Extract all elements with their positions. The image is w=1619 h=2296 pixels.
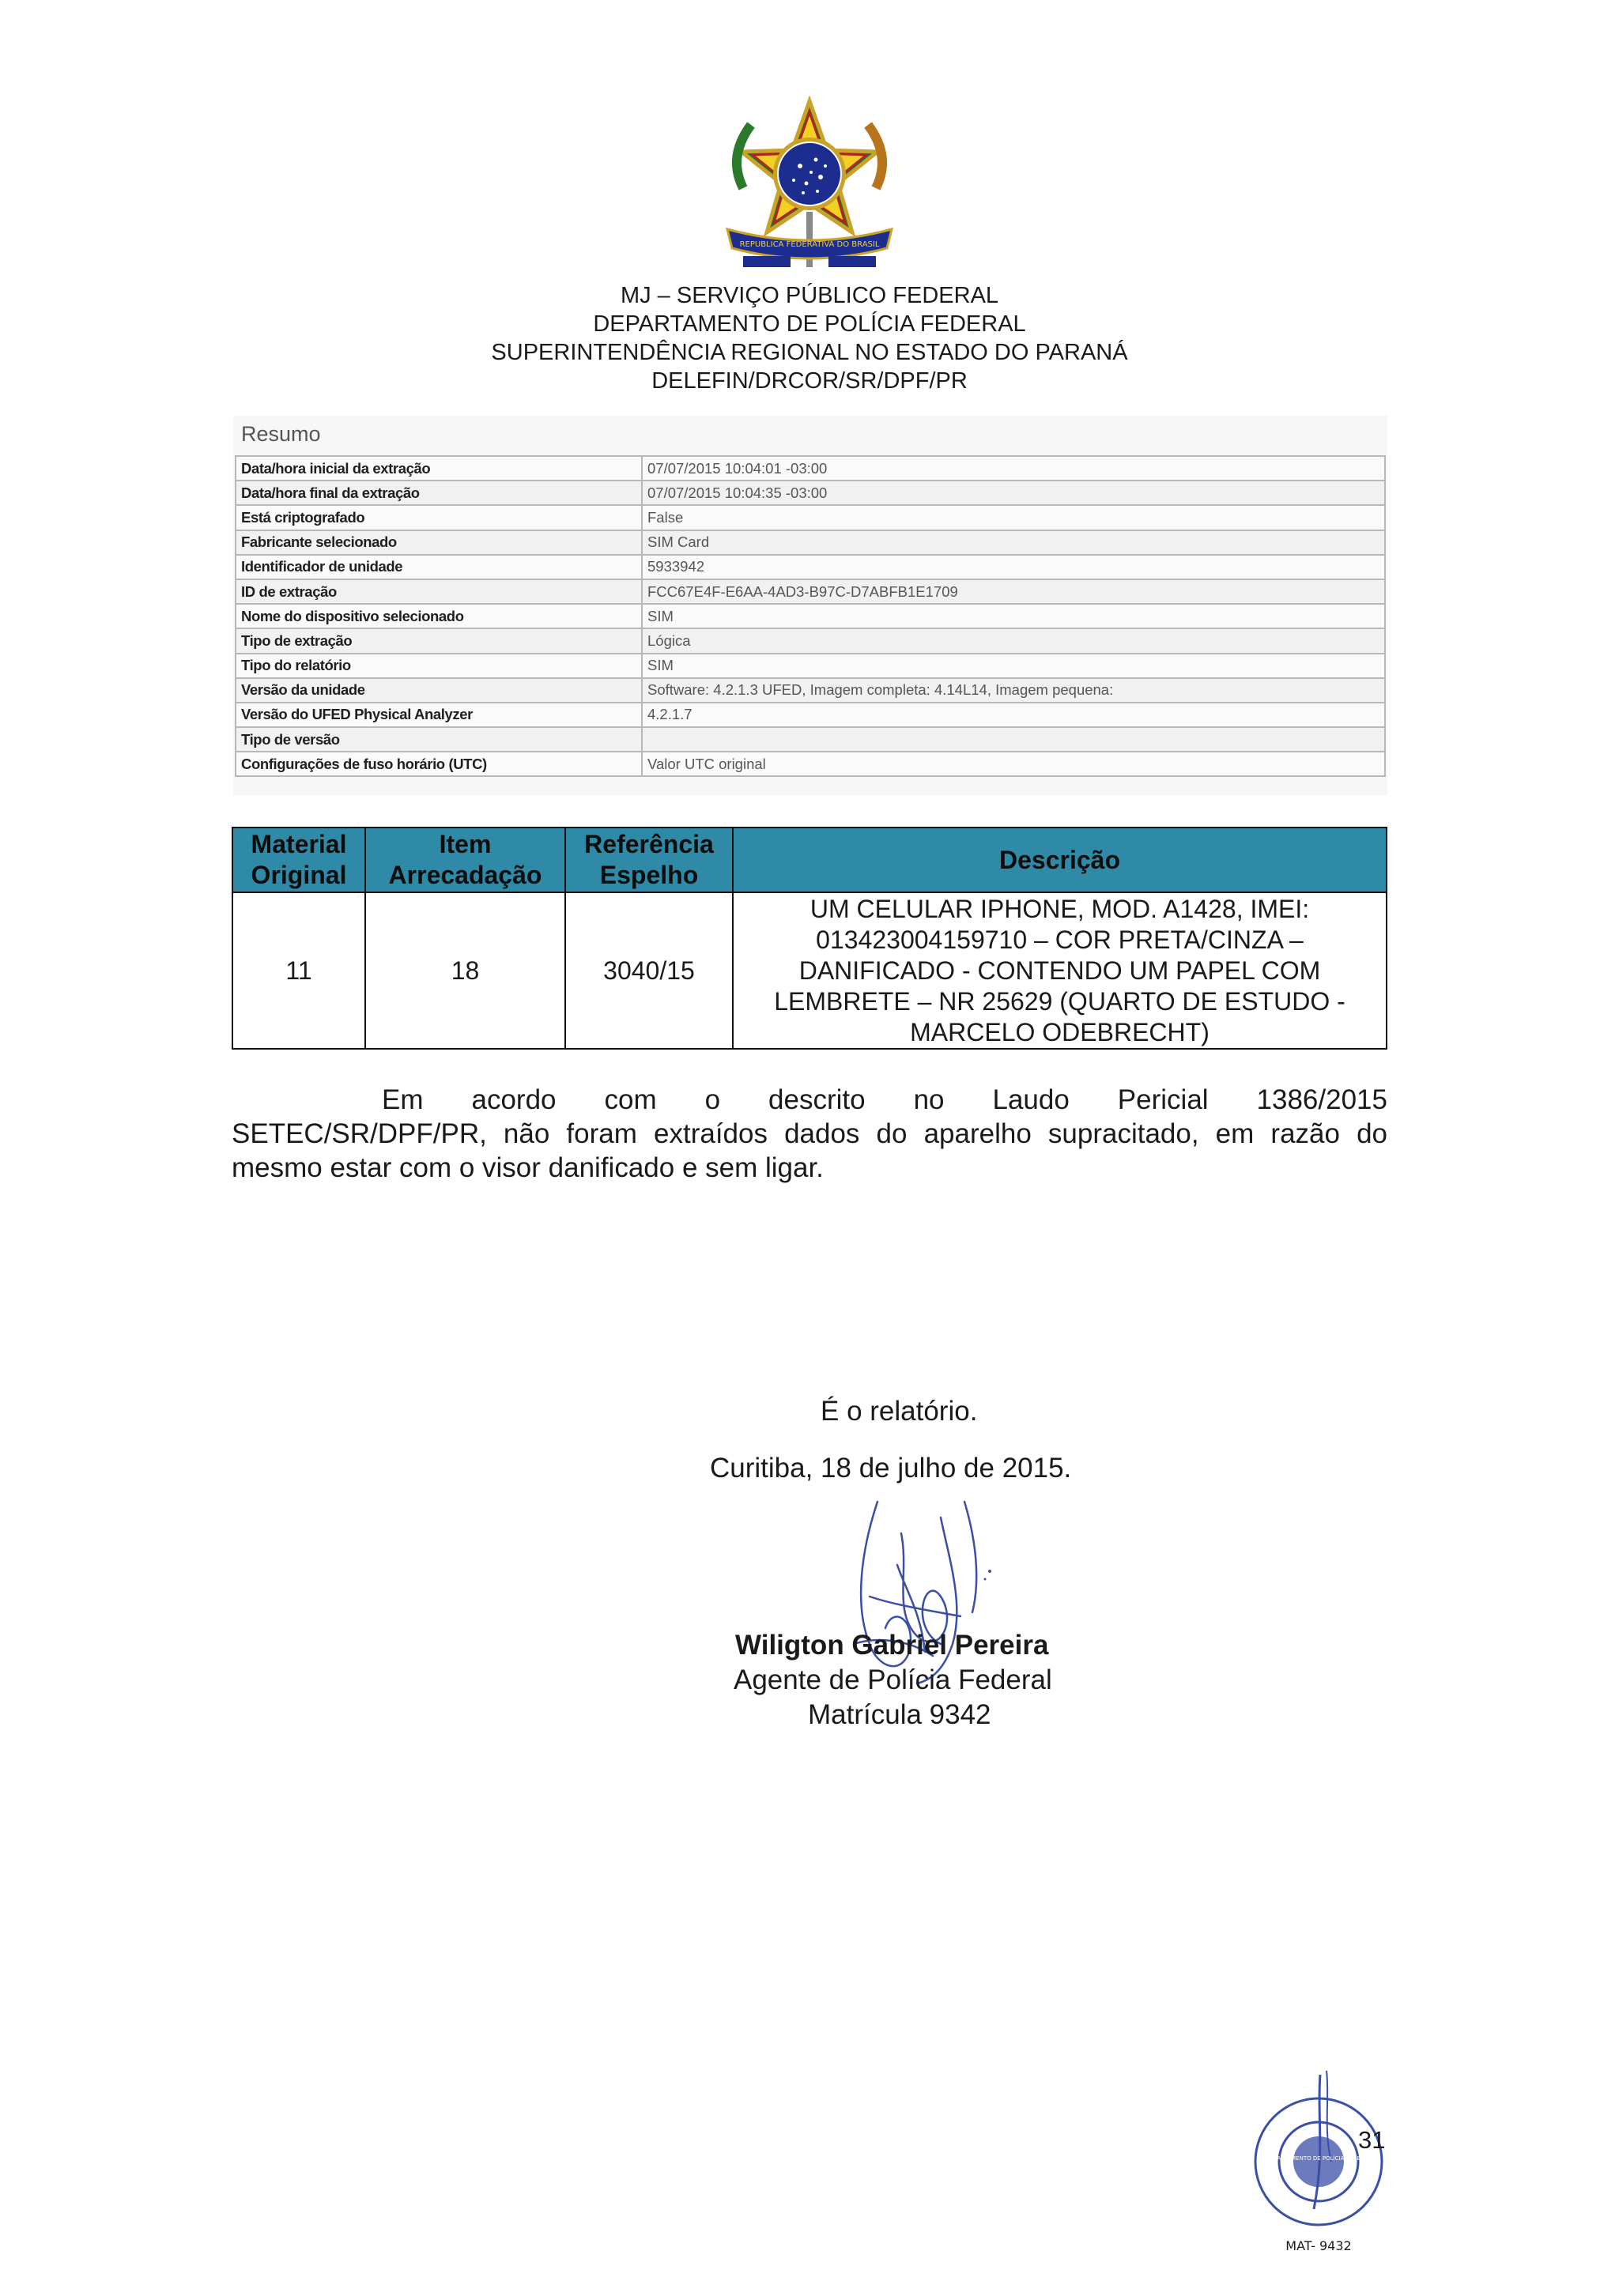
header-ref-line2: Espelho: [599, 861, 699, 889]
page-number: 31: [1358, 2126, 1386, 2154]
cell-descricao: [733, 892, 1387, 1049]
paragraph-first-line: Em acordo com o descrito no Laudo Pericial 1386/2015: [382, 1084, 1387, 1115]
police-department-stamp: [1247, 2067, 1390, 2296]
resumo-row: [236, 555, 1385, 579]
header-material-line1: Material: [251, 830, 347, 858]
descricao-line: LEMBRETE – NR 25629 (QUARTO DE ESTUDO -: [774, 986, 1345, 1016]
resumo-key: Tipo de versão: [236, 727, 642, 752]
body-paragraph: [232, 1083, 1387, 1185]
signatory-registration: Matrícula 9342: [808, 1699, 991, 1730]
resumo-key: Versão da unidade: [236, 678, 642, 703]
resumo-table: [235, 455, 1386, 777]
descricao-line: MARCELO ODEBRECHT): [910, 1017, 1210, 1046]
header-line-superintendence: SUPERINTENDÊNCIA REGIONAL NO ESTADO DO PARANÁ: [491, 340, 1128, 365]
descricao-line: 013423004159710 – COR PRETA/CINZA –: [816, 925, 1304, 954]
table-row: [232, 892, 1387, 1049]
resumo-value: 4.2.1.7: [642, 703, 1385, 727]
resumo-value: Lógica: [642, 628, 1385, 653]
resumo-summary-panel: [233, 416, 1387, 795]
signatory-role: Agente de Polícia Federal: [734, 1665, 1052, 1695]
resumo-row: [236, 752, 1385, 776]
resumo-value: FCC67E4F-E6AA-4AD3-B97C-D7ABFB1E1709: [642, 579, 1385, 604]
cell-referencia: 3040/15: [565, 892, 733, 1049]
resumo-value: [642, 727, 1385, 752]
closing-statement: É o relatório.: [821, 1396, 978, 1427]
place-date: Curitiba, 18 de julho de 2015.: [710, 1453, 1072, 1484]
header-referencia-espelho: [565, 828, 733, 892]
resumo-row: [236, 505, 1385, 530]
resumo-key: Versão do UFED Physical Analyzer: [236, 703, 642, 727]
resumo-value: 5933942: [642, 555, 1385, 579]
paragraph-rest: SETEC/SR/DPF/PR, não foram extraídos dados do aparelho supracitado, em razão do mesmo estar com o visor danificado e sem ligar.: [232, 1118, 1387, 1183]
header-ref-line1: Referência: [584, 830, 714, 858]
document-header: [0, 281, 1619, 395]
resumo-row: [236, 654, 1385, 678]
resumo-key: Fabricante selecionado: [236, 530, 642, 555]
resumo-value: SIM Card: [642, 530, 1385, 555]
material-table: [232, 827, 1387, 1050]
resumo-row: [236, 456, 1385, 481]
resumo-row: [236, 604, 1385, 628]
header-descricao: Descrição: [733, 828, 1387, 892]
header-line-department: DEPARTAMENTO DE POLÍCIA FEDERAL: [593, 311, 1026, 337]
resumo-key: Tipo do relatório: [236, 654, 642, 678]
resumo-row: [236, 678, 1385, 703]
resumo-key: Tipo de extração: [236, 628, 642, 653]
header-material-line2: Original: [251, 861, 347, 889]
descricao-line: UM CELULAR IPHONE, MOD. A1428, IMEI:: [810, 894, 1310, 923]
cell-item: 18: [365, 892, 565, 1049]
resumo-value: False: [642, 505, 1385, 530]
emblem-ribbon-text: REPUBLICA FEDERATIVA DO BRASIL: [739, 240, 880, 249]
stamp-ring-text: DEPARTAMENTO DE POLÍCIA FEDERAL: [1266, 2155, 1372, 2162]
resumo-key: Está criptografado: [236, 505, 642, 530]
resumo-key: Configurações de fuso horário (UTC): [236, 752, 642, 776]
resumo-key: Identificador de unidade: [236, 555, 642, 579]
resumo-key: ID de extração: [236, 579, 642, 604]
signatory-name: Wiligton Gabriel Pereira: [735, 1630, 1049, 1661]
resumo-value: 07/07/2015 10:04:35 -03:00: [642, 481, 1385, 505]
resumo-row: [236, 628, 1385, 653]
resumo-row: [236, 579, 1385, 604]
header-item-arrecadacao: [365, 828, 565, 892]
brazil-coat-of-arms-emblem: [719, 93, 900, 280]
resumo-value: SIM: [642, 604, 1385, 628]
resumo-value: Software: 4.2.1.3 UFED, Imagem completa: 4.14L14, Imagem pequena:: [642, 678, 1385, 703]
resumo-key: Data/hora inicial da extração: [236, 456, 642, 481]
stamp-mat-text: MAT- 9432: [1285, 2238, 1352, 2253]
resumo-value: 07/07/2015 10:04:01 -03:00: [642, 456, 1385, 481]
resumo-row: [236, 727, 1385, 752]
resumo-row: [236, 530, 1385, 555]
resumo-row: [236, 481, 1385, 505]
material-table-header-row: [232, 828, 1387, 892]
resumo-row: [236, 703, 1385, 727]
descricao-line: DANIFICADO - CONTENDO UM PAPEL COM: [798, 956, 1321, 985]
resumo-value: SIM: [642, 654, 1385, 678]
header-line-ministry: MJ – SERVIÇO PÚBLICO FEDERAL: [620, 283, 999, 308]
resumo-key: Data/hora final da extração: [236, 481, 642, 505]
cell-material: 11: [232, 892, 365, 1049]
header-line-division: DELEFIN/DRCOR/SR/DPF/PR: [651, 368, 968, 394]
resumo-value: Valor UTC original: [642, 752, 1385, 776]
header-item-line2: Arrecadação: [388, 861, 542, 889]
header-material-original: [232, 828, 365, 892]
resumo-key: Nome do dispositivo selecionado: [236, 604, 642, 628]
resumo-title: Resumo: [241, 422, 321, 446]
header-item-line1: Item: [439, 830, 492, 858]
